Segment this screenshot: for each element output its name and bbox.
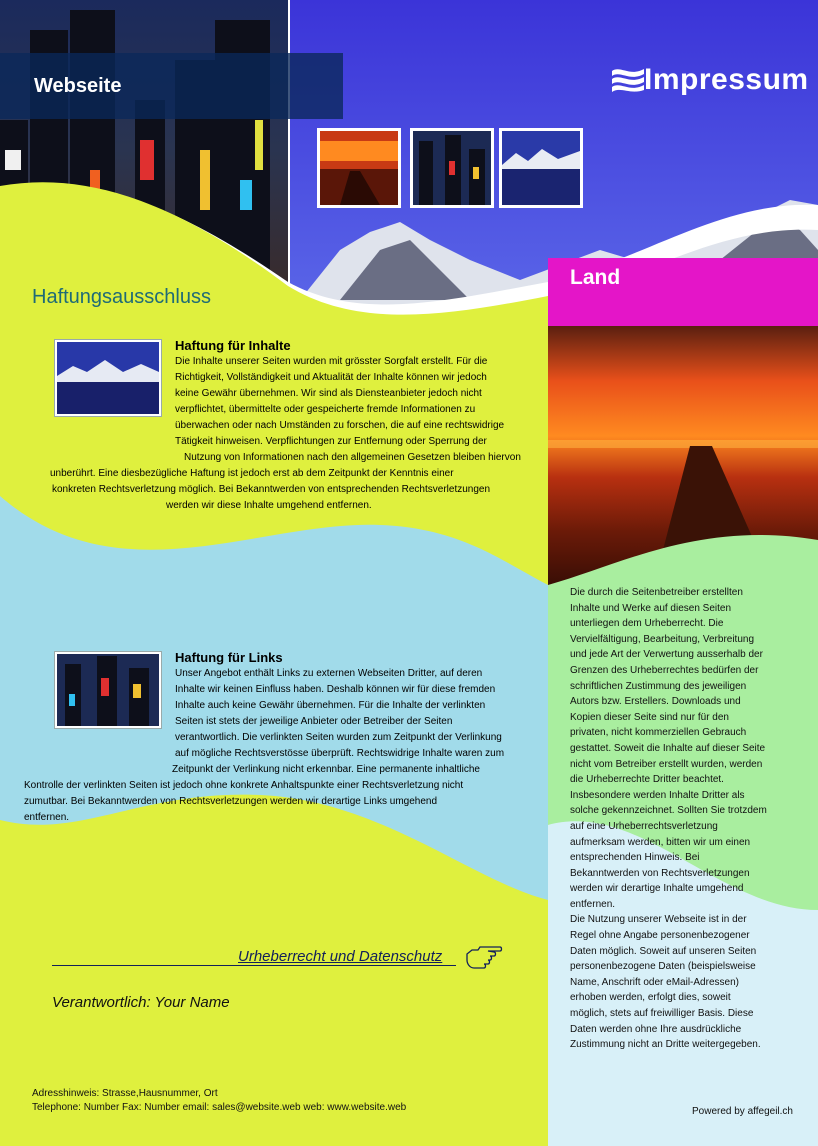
text-line: Richtigkeit, Vollständigkeit und Aktualität der Inhalte können wir jedoch: [175, 372, 487, 383]
text-line: Inhalte auch keine Gewähr übernehmen. Für die Inhalte der verlinkten: [175, 700, 486, 711]
text-line: entsprechenden Hinweis. Bei: [570, 852, 700, 864]
text-line: konkreten Rechtsverletzung möglich. Bei Bekanntwerden von entsprechenden Rechtsverletzungen: [52, 484, 491, 495]
text-line: Die durch die Seitenbetreiber erstellten: [570, 587, 743, 598]
thumb-mountain-lake[interactable]: [499, 128, 583, 208]
site-nav-link[interactable]: Webseite: [34, 75, 122, 97]
text-line: Zustimmung nicht an Dritte weitergegeben.: [570, 1039, 761, 1051]
section-heading-links: Haftung für Links: [175, 650, 283, 665]
text-line: werden wir derartige Inhalte umgehend: [570, 883, 744, 895]
thumb-city[interactable]: [410, 128, 494, 208]
address-line: Adresshinweis: Strasse,Hausnummer, Ort: [32, 1088, 218, 1099]
text-line: entfernen.: [570, 898, 616, 910]
text-line: verpflichtet, übermittelte oder gespeicherte fremde Informationen zu: [175, 404, 476, 415]
impressum-title: Impressum: [644, 63, 809, 96]
sidebar-copyright-text: [570, 585, 780, 1053]
text-line: solche gekennzeichnet. Sollten Sie trotzdem: [570, 805, 767, 817]
address-block: [32, 1087, 406, 1114]
text-line: Tätigkeit hinweisen. Verpflichtungen zur Entfernung oder Sperrung der: [175, 436, 487, 447]
text-line: Zeitpunkt der Verlinkung nicht erkennbar. Eine permanente inhaltliche: [172, 764, 480, 775]
text-line: Kopien dieser Seite sind nur für den: [570, 711, 729, 723]
text-line: privaten, nicht kommerziellen Gebrauch: [570, 727, 747, 739]
copyright-link[interactable]: Urheberrecht und Datenschutz: [238, 948, 443, 965]
text-line: Daten werden ohne Ihre ausdrückliche: [570, 1023, 742, 1035]
text-line: entfernen.: [24, 812, 70, 823]
wave-logo-icon: [610, 65, 646, 95]
text-line: die Urheberrechte Dritter beachtet.: [570, 774, 724, 786]
content-image-mountain-lake: [55, 340, 161, 416]
thumb-sunset[interactable]: [317, 128, 401, 208]
section-heading-inhalte: Haftung für Inhalte: [175, 338, 291, 353]
text-line: keine Gewähr übernehmen. Wir sind als Diensteanbieter jedoch nicht: [175, 388, 482, 399]
text-line: Inhalte und Werke auf diesen Seiten: [570, 602, 732, 614]
text-line: Die Nutzung unserer Webseite ist in der: [570, 914, 747, 926]
text-line: Kontrolle der verlinkten Seiten ist jedoch ohne konkrete Anhaltspunkte einer Rechtsverletzung nicht: [24, 780, 464, 791]
thumb-sunset-image: [320, 131, 398, 205]
land-label[interactable]: Land: [570, 266, 621, 289]
pointing-hand-icon[interactable]: [464, 944, 504, 970]
thumb-city-image: [413, 131, 491, 205]
text-line: gestattet. Soweit die Inhalte auf dieser Seite: [570, 742, 766, 754]
powered-by-link[interactable]: Powered by affegeil.ch: [692, 1106, 793, 1117]
content-image-city: [55, 652, 161, 728]
text-line: personenbezogene Daten (beispielsweise: [570, 961, 756, 973]
responsible-person: Verantwortlich: Your Name: [52, 994, 230, 1011]
text-line: Vervielfältigung, Bearbeitung, Verbreitung: [570, 633, 755, 645]
page-title: Haftungsausschluss: [32, 286, 211, 308]
text-line: Unser Angebot enthält Links zu externen Webseiten Dritter, auf deren: [175, 668, 483, 679]
text-line: Autors bzw. Erstellers. Downloads und: [570, 696, 741, 708]
text-line: unterliegen dem Urheberrecht. Die: [570, 618, 724, 630]
text-line: werden wir diese Inhalte umgehend entfernen.: [166, 500, 372, 511]
text-line: nicht vom Betreiber erstellt wurden, werden: [570, 758, 763, 770]
text-line: Nutzung von Informationen nach den allgemeinen Gesetzen bleiben hiervon: [184, 452, 521, 463]
text-line: unberührt. Eine diesbezügliche Haftung ist jedoch erst ab dem Zeitpunkt der Kenntnis einer: [50, 468, 454, 479]
text-line: auf eine Urheberrechtsverletzung: [570, 820, 718, 832]
mountain-lake-image: [57, 342, 159, 414]
text-line: Name, Anschrift oder eMail-Adressen): [570, 976, 739, 988]
text-line: schriftlichen Zustimmung des jeweiligen: [570, 680, 747, 692]
text-line: aufmerksam werden, bitten wir um einen: [570, 836, 751, 848]
text-line: Seiten ist stets der jeweilige Anbieter oder Betreiber der Seiten: [175, 716, 453, 727]
text-line: verantwortlich. Die verlinkten Seiten wurden zum Zeitpunkt der Verlinkung: [175, 732, 502, 743]
text-line: überwachen oder nach Umständen zu forschen, die auf eine rechtswidrige: [175, 420, 505, 431]
text-line: Bekanntwerden von Rechtsverletzungen: [570, 867, 750, 879]
link-underline: [52, 965, 456, 966]
text-line: Daten möglich. Soweit auf unseren Seiten: [570, 945, 757, 957]
text-line: Insbesondere werden Inhalte Dritter als: [570, 789, 745, 801]
text-line: auf mögliche Rechtsverstösse überprüft. Rechtswidrige Inhalte waren zum: [175, 748, 505, 759]
text-line: Regel ohne Angabe personenbezogener: [570, 930, 750, 942]
text-line: Die Inhalte unserer Seiten wurden mit grösster Sorgfalt erstellt. Für die: [175, 356, 488, 367]
city-night-image: [57, 654, 159, 726]
contact-line: Telephone: Number Fax: Number email: sales@website.web web: www.website.web: [32, 1101, 407, 1113]
text-line: erhoben werden, erfolgt dies, soweit: [570, 992, 731, 1004]
text-line: möglich, stets auf freiwilliger Basis. Diese: [570, 1008, 754, 1020]
text-line: zumutbar. Bei Bekanntwerden von Rechtsverletzungen werden wir derartige Links umgehend: [24, 796, 438, 807]
thumb-mountain-image: [502, 131, 580, 205]
text-line: Inhalte wir keinen Einfluss haben. Deshalb können wir für diese fremden: [175, 684, 496, 695]
text-line: Grenzen des Urheberrechtes bedürfen der: [570, 664, 759, 676]
text-line: und jede Art der Verwertung ausserhalb der: [570, 649, 763, 661]
